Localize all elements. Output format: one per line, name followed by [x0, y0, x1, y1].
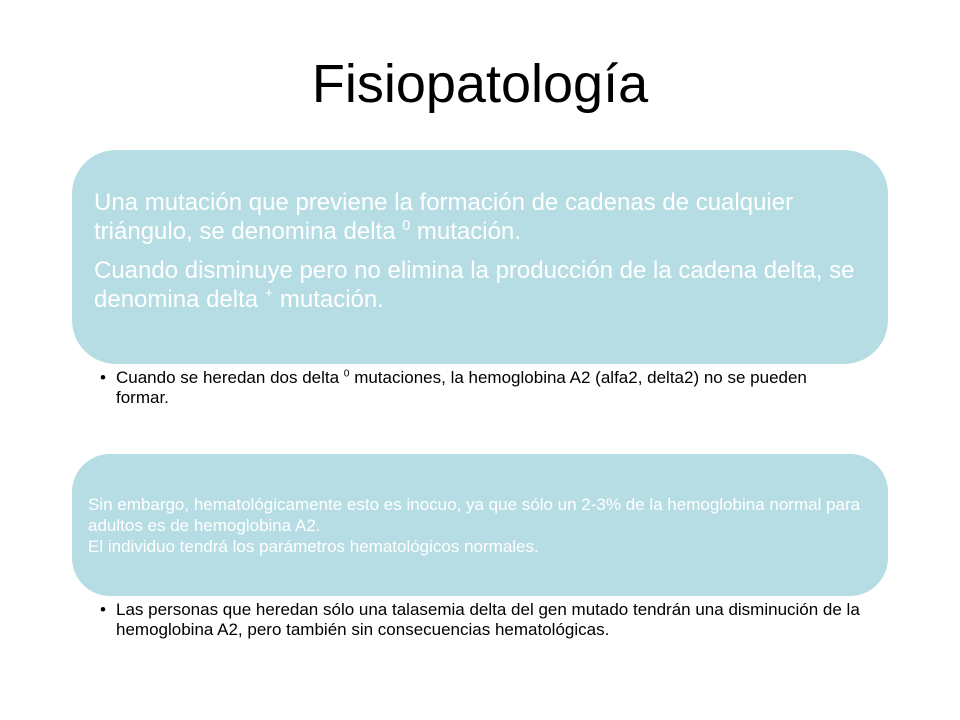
bullet-dot: • — [100, 368, 106, 387]
bullet-item-single-delta — [100, 600, 860, 670]
harmless-explanation-text: Sin embargo, hematológicamente esto es inocuo, ya que sólo un 2-3% de la hemoglobina normal para adultos es de hemoglobina A2. — [88, 495, 861, 535]
mutation-delta-plus-text: Cuando disminuye pero no elimina la producción de la cadena delta, se denomina delta — [94, 257, 855, 313]
highlight-box-harmless — [72, 454, 888, 596]
bullet-item-two-delta-zero — [100, 368, 860, 418]
mutation-delta-zero-paragraph — [94, 188, 874, 246]
bullet-text-before: Cuando se heredan dos delta — [116, 368, 344, 387]
mutation-delta-zero-suffix: mutación. — [410, 218, 521, 245]
delta-plus-superscript: + — [264, 286, 274, 302]
bullet-dot: • — [100, 600, 106, 619]
highlight-box-mutation-types — [72, 150, 888, 364]
delta-zero-superscript: 0 — [402, 218, 411, 234]
mutation-delta-plus-paragraph — [94, 256, 874, 314]
bullet-delta-zero-superscript: 0 — [343, 368, 350, 380]
bullet-text — [116, 368, 860, 408]
highlight-box-harmless-content — [88, 494, 868, 557]
mutation-delta-zero-text: Una mutación que previene la formación de cadenas de cualquier triángulo, se denomina delta — [94, 189, 794, 245]
bullet-text-after: mutaciones, la hemoglobina A2 (alfa2, delta2) no se pueden formar. — [116, 368, 807, 407]
normal-parameters-text: El individuo tendrá los parámetros hematológicos normales. — [88, 537, 539, 556]
highlight-box-mutation-types-content — [94, 188, 874, 324]
mutation-delta-plus-suffix: mutación. — [273, 286, 384, 313]
bullet-text: Las personas que heredan sólo una talasemia delta del gen mutado tendrán una disminución de la hemoglobina A2, pero también sin consecuencias hematológicas. — [116, 600, 860, 639]
slide-title: Fisiopatología — [311, 54, 649, 114]
